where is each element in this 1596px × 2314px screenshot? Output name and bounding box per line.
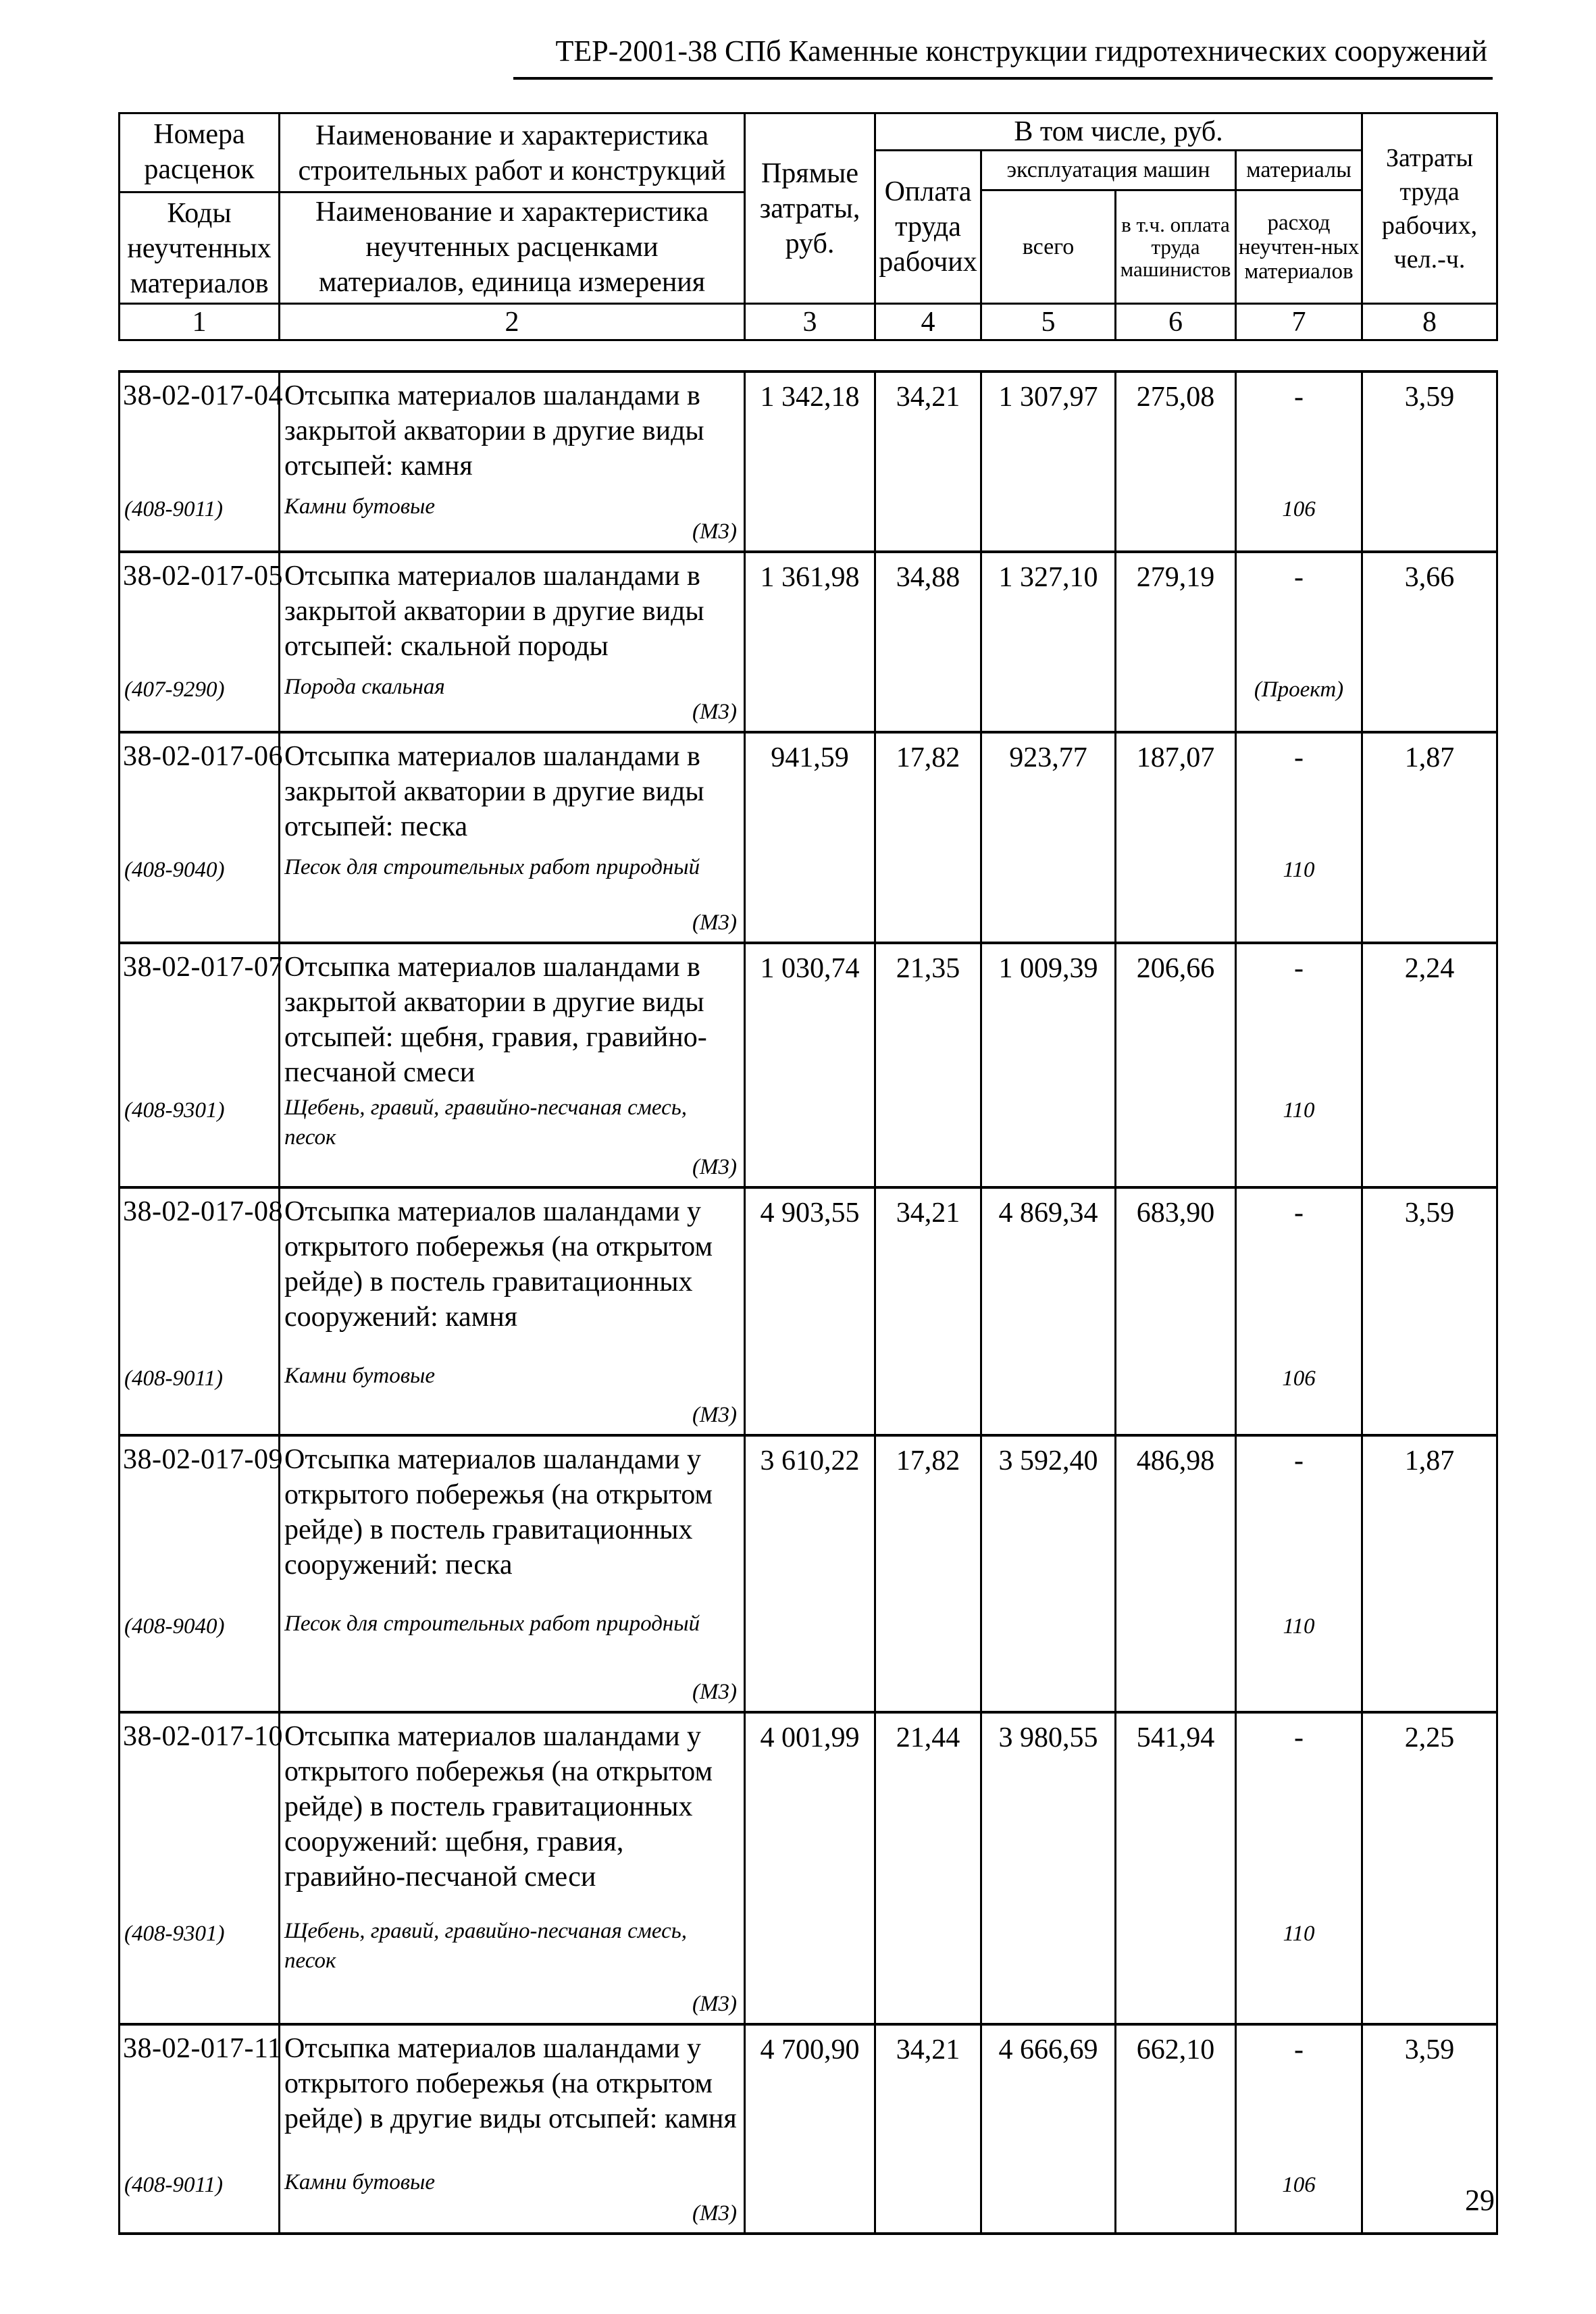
materials-value: - [1294,1445,1304,1476]
machinists-pay-value: 279,19 [1116,552,1236,732]
description-cell [280,371,745,552]
rate-code: 38-02-017-04 [123,380,283,411]
column-number: 8 [1362,304,1497,340]
labor-hours-value: 2,24 [1362,943,1497,1187]
direct-costs-value: 3 610,22 [745,1435,875,1712]
materials-value: - [1294,382,1304,413]
work-description: Отсыпка материалов шаландами в закрытой акватории в другие виды отсыпей: камня [284,380,704,482]
rate-code: 38-02-017-09 [123,1444,283,1475]
materials-value: - [1294,1198,1304,1229]
material-code: (408-9011) [124,1366,224,1391]
material-name: Песок для строительных работ природный [284,855,700,879]
material-name: Камни бутовые [284,494,436,519]
material-quantity: 106 [1282,1366,1316,1391]
description-cell [280,1187,745,1435]
material-name: Камни бутовые [284,2170,436,2194]
unit-of-measure: (М3) [692,1403,737,1427]
work-description: Отсыпка материалов шаландами в закрытой акватории в другие виды отсыпей: песка [284,741,704,842]
machinists-pay-value: 187,07 [1116,732,1236,943]
materials-value: - [1294,562,1304,593]
header-machines: эксплуатация машин [981,151,1236,190]
machinists-pay-value: 541,94 [1116,1712,1236,2024]
rate-code-cell [120,1712,283,2024]
description-cell [280,943,745,1187]
materials-value: - [1294,953,1304,984]
material-quantity: (Проект) [1254,677,1344,702]
direct-costs-value: 4 903,55 [745,1187,875,1435]
labor-pay-value: 34,21 [875,2024,981,2234]
material-quantity: 110 [1283,1922,1315,1946]
materials-value: - [1294,2034,1304,2065]
machines-total-value: 4 666,69 [981,2024,1116,2234]
rate-code: 38-02-017-05 [123,561,283,592]
labor-hours-value: 3,66 [1362,552,1497,732]
labor-hours-value: 2,25 [1362,1712,1497,2024]
material-quantity: 110 [1283,858,1315,882]
material-code: (408-9040) [124,1614,225,1639]
labor-pay-value: 34,21 [875,371,981,552]
material-quantity: 110 [1283,1614,1315,1639]
rate-code: 38-02-017-11 [123,2033,282,2064]
description-cell [280,1435,745,1712]
header-materials: материалы [1236,151,1362,190]
column-number: 6 [1116,304,1236,340]
labor-hours-value: 1,87 [1362,1435,1497,1712]
column-header-table [118,112,1498,341]
header-work-name-label: Наименование и характеристика строительных работ и конструкций [280,115,744,193]
table-row [120,943,1497,1187]
labor-hours-value: 1,87 [1362,732,1497,943]
machines-total-value: 1 307,97 [981,371,1116,552]
unit-of-measure: (М3) [692,519,737,544]
table-row [120,2024,1497,2234]
labor-pay-value: 21,35 [875,943,981,1187]
material-code: (408-9040) [124,858,225,882]
labor-hours-value: 3,59 [1362,371,1497,552]
table-row [120,732,1497,943]
header-direct-costs: Прямые затраты, руб. [745,113,875,304]
machinists-pay-value: 662,10 [1116,2024,1236,2234]
material-quantity: 106 [1282,497,1316,521]
direct-costs-value: 4 700,90 [745,2024,875,2234]
machines-total-value: 923,77 [981,732,1116,943]
header-labor-pay: Оплата труда рабочих [875,151,981,304]
work-description: Отсыпка материалов шаландами в закрытой акватории в другие виды отсыпей: щебня, гравия, гравийно-песчаной смеси [284,952,707,1088]
rate-code-cell [120,943,283,1187]
page-header [513,30,1493,80]
machines-total-value: 1 009,39 [981,943,1116,1187]
materials-cell [1236,371,1362,552]
direct-costs-value: 941,59 [745,732,875,943]
machines-total-value: 1 327,10 [981,552,1116,732]
rates-table [118,370,1498,2235]
work-description: Отсыпка материалов шаландами у открытого побережья (на открытом рейде) в другие виды отсыпей: камня [284,2033,737,2134]
materials-cell [1236,1435,1362,1712]
description-cell [280,2024,745,2234]
unit-of-measure: (М3) [692,700,737,724]
labor-pay-value: 21,44 [875,1712,981,2024]
material-name: Песок для строительных работ природный [284,1612,700,1636]
column-number: 2 [280,304,745,340]
machines-total-value: 3 592,40 [981,1435,1116,1712]
machines-total-value: 4 869,34 [981,1187,1116,1435]
header-including: В том числе, руб. [875,113,1362,151]
materials-cell [1236,943,1362,1187]
work-description: Отсыпка материалов шаландами в закрытой акватории в другие виды отсыпей: скальной породы [284,561,704,662]
column-number: 4 [875,304,981,340]
rate-code: 38-02-017-10 [123,1721,283,1752]
machinists-pay-value: 683,90 [1116,1187,1236,1435]
unit-of-measure: (М3) [692,2201,737,2226]
column-number: 1 [120,304,280,340]
rate-code: 38-02-017-08 [123,1196,283,1227]
materials-value: - [1294,742,1304,773]
materials-cell [1236,552,1362,732]
material-name: Порода скальная [284,675,445,699]
table-row [120,1712,1497,2024]
rate-code-cell [120,732,283,943]
unit-of-measure: (М3) [692,910,737,935]
rate-code-cell [120,552,283,732]
rate-code-cell [120,1435,283,1712]
header-rate-numbers [120,113,280,304]
work-description: Отсыпка материалов шаландами у открытого побережья (на открытом рейде) в постель гравитационных сооружений: песка [284,1444,713,1580]
unit-of-measure: (М3) [692,1155,737,1179]
machines-total-value: 3 980,55 [981,1712,1116,2024]
work-description: Отсыпка материалов шаландами у открытого побережья (на открытом рейде) в постель гравитационных сооружений: щебня, гравия, гравийно-песчаной смеси [284,1721,713,1893]
labor-pay-value: 17,82 [875,1435,981,1712]
material-code: (408-9011) [124,2173,224,2197]
material-code: (407-9290) [124,677,225,702]
material-name: Щебень, гравий, гравийно-песчаная смесь, песок [284,1919,687,1973]
page-number: 29 [1465,2184,1495,2217]
header-codes-label: Коды неучтенных материалов [127,198,272,299]
material-code: (408-9301) [124,1098,225,1123]
unit-of-measure: (М3) [692,1680,737,1704]
machinists-pay-value: 275,08 [1116,371,1236,552]
material-quantity: 110 [1283,1098,1315,1123]
material-quantity: 106 [1282,2173,1316,2197]
header-machinists-pay: в т.ч. оплата труда машинистов [1116,190,1236,304]
material-code: (408-9301) [124,1922,225,1946]
work-description: Отсыпка материалов шаландами у открытого побережья (на открытом рейде) в постель гравитационных сооружений: камня [284,1196,713,1333]
table-row [120,552,1497,732]
material-code: (408-9011) [124,497,224,521]
rate-code-cell [120,2024,280,2234]
description-cell [280,552,745,732]
column-number: 5 [981,304,1116,340]
direct-costs-value: 1 030,74 [745,943,875,1187]
unit-of-measure: (М3) [692,1992,737,2016]
machinists-pay-value: 206,66 [1116,943,1236,1187]
labor-hours-value: 3,59 [1362,2024,1497,2234]
header-material-name-label: Наименование и характеристика неучтенных расценками материалов, единица измерения [315,197,709,298]
material-name: Щебень, гравий, гравийно-песчаная смесь, песок [284,1096,687,1150]
labor-pay-value: 34,21 [875,1187,981,1435]
materials-cell [1236,1187,1362,1435]
rate-code-cell [120,371,283,552]
table-row [120,1187,1497,1435]
table-row [120,1435,1497,1712]
document-title: ТЕР-2001-38 СПб Каменные конструкции гидротехнических сооружений [555,34,1487,68]
materials-cell [1236,2024,1362,2234]
direct-costs-value: 1 361,98 [745,552,875,732]
header-rate-numbers-label: Номера расценок [120,114,278,193]
labor-pay-value: 17,82 [875,732,981,943]
labor-hours-value: 3,59 [1362,1187,1497,1435]
table-row [120,371,1497,552]
column-number: 7 [1236,304,1362,340]
header-materials-consumption: расход неучтен-ных материалов [1236,190,1362,304]
direct-costs-value: 4 001,99 [745,1712,875,2024]
header-work-name [280,113,745,304]
materials-cell [1236,1712,1362,2024]
header-machines-total: всего [981,190,1116,304]
rate-code: 38-02-017-06 [123,741,283,772]
header-labor-costs: Затраты труда рабочих, чел.-ч. [1362,113,1497,304]
material-name: Камни бутовые [284,1364,436,1388]
materials-value: - [1294,1722,1304,1753]
materials-cell [1236,732,1362,943]
description-cell [280,1712,745,2024]
column-number: 3 [745,304,875,340]
labor-pay-value: 34,88 [875,552,981,732]
machinists-pay-value: 486,98 [1116,1435,1236,1712]
rate-code-cell [120,1187,283,1435]
direct-costs-value: 1 342,18 [745,371,875,552]
description-cell [280,732,745,943]
rate-code: 38-02-017-07 [123,952,283,983]
